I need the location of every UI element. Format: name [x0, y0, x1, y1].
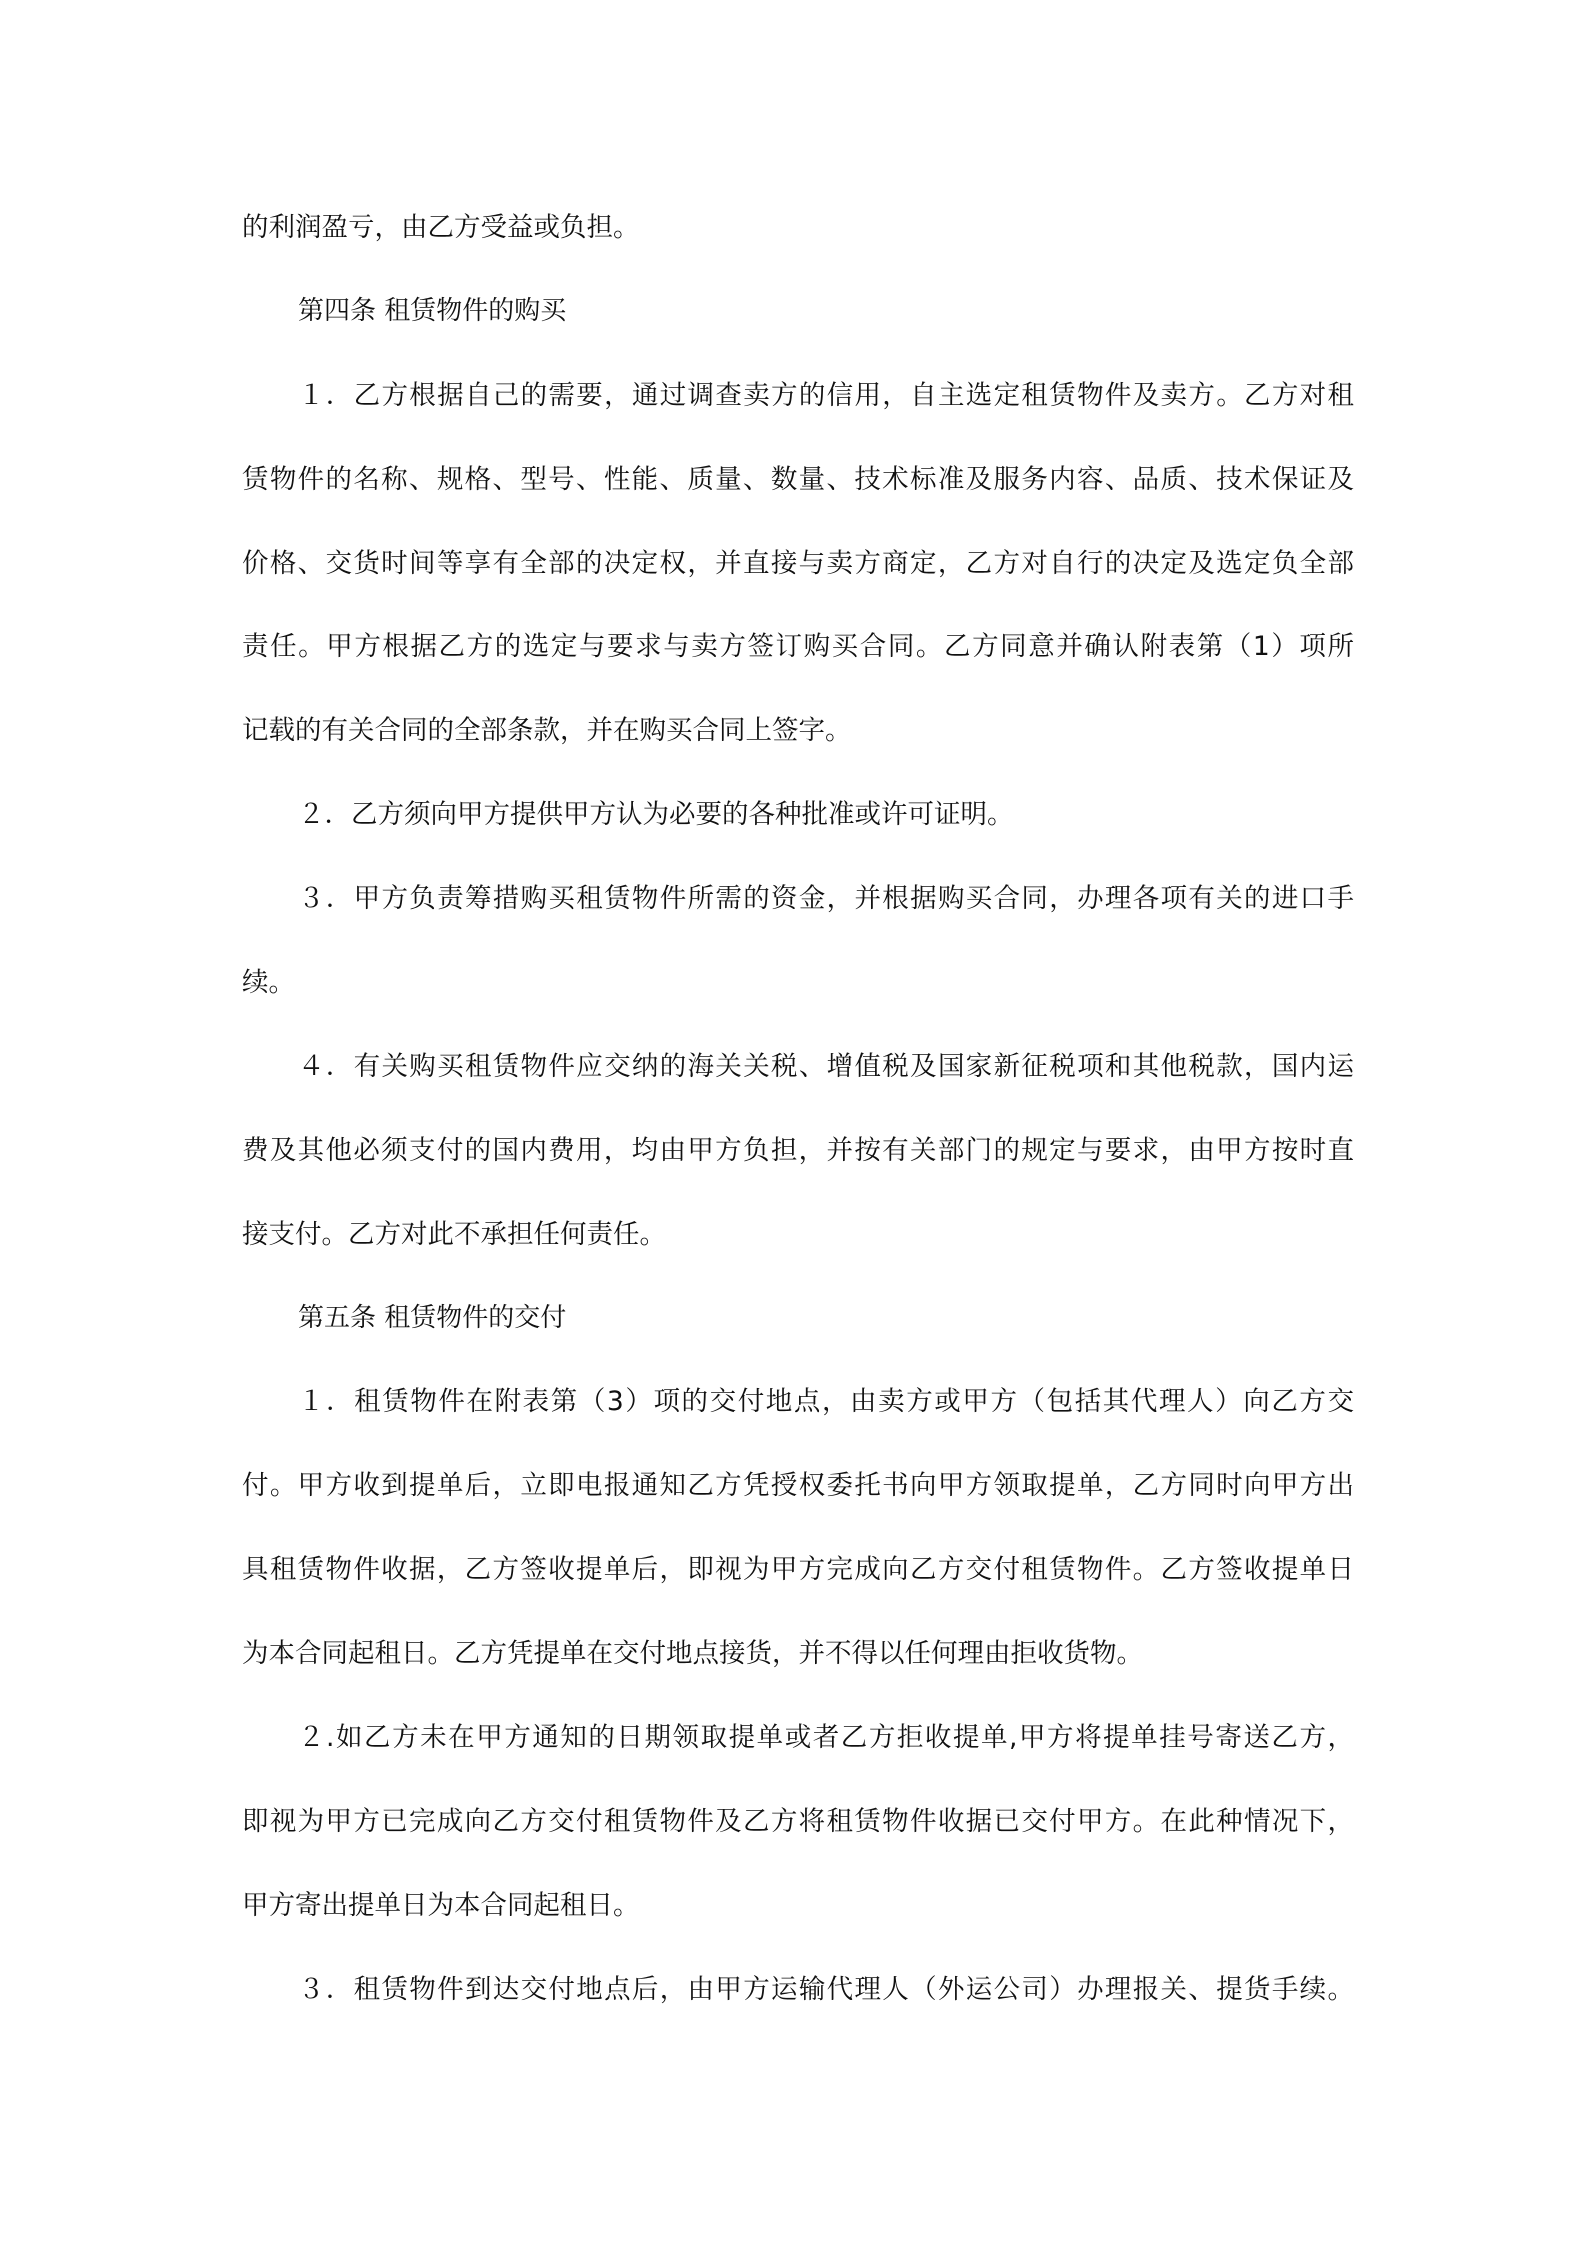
paragraph-line: 即视为甲方已完成向乙方交付租赁物件及乙方将租赁物件收据已交付甲方。在此种情况下， [242, 1805, 1354, 1837]
article-heading: 第五条 租赁物件的交付 [298, 1302, 567, 1333]
document-page [242, 186, 1354, 2032]
paragraph-line: １．租赁物件在附表第（3）项的交付地点，由卖方或甲方（包括其代理人）向乙方交 [298, 1386, 1354, 1418]
paragraph-line: 价格、交货时间等享有全部的决定权，并直接与卖方商定，乙方对自行的决定及选定负全部 [242, 547, 1354, 579]
paragraph-line: 付。甲方收到提单后，立即电报通知乙方凭授权委托书向甲方领取提单，乙方同时向甲方出 [242, 1470, 1354, 1502]
paragraph-line: 责任。甲方根据乙方的选定与要求与卖方签订购买合同。乙方同意并确认附表第（1）项所 [242, 631, 1354, 663]
paragraph-line: 为本合同起租日。乙方凭提单在交付地点接货，并不得以任何理由拒收货物。 [242, 1638, 1143, 1670]
paragraph-line: ２．乙方须向甲方提供甲方认为必要的各种批准或许可证明。 [298, 799, 1014, 831]
paragraph-line: 续。 [242, 967, 295, 999]
paragraph-line: 赁物件的名称、规格、型号、性能、质量、数量、技术标准及服务内容、品质、技术保证及 [242, 463, 1354, 495]
article-heading: 第四条 租赁物件的购买 [298, 295, 567, 326]
paragraph-line: ３．租赁物件到达交付地点后，由甲方运输代理人（外运公司）办理报关、提货手续。 [298, 1973, 1354, 2005]
paragraph-line: ４．有关购买租赁物件应交纳的海关关税、增值税及国家新征税项和其他税款，国内运 [298, 1050, 1354, 1082]
paragraph-line: ３．甲方负责筹措购买租赁物件所需的资金，并根据购买合同，办理各项有关的进口手 [298, 883, 1354, 915]
paragraph-line: 费及其他必须支付的国内费用，均由甲方负担，并按有关部门的规定与要求，由甲方按时直 [242, 1134, 1354, 1166]
paragraph-line: 的利润盈亏，由乙方受益或负担。 [242, 212, 640, 243]
paragraph-line: １．乙方根据自己的需要，通过调查卖方的信用，自主选定租赁物件及卖方。乙方对租 [298, 379, 1354, 411]
paragraph-line: 具租赁物件收据，乙方签收提单后，即视为甲方完成向乙方交付租赁物件。乙方签收提单日 [242, 1554, 1354, 1586]
paragraph-line: ２.如乙方未在甲方通知的日期领取提单或者乙方拒收提单,甲方将提单挂号寄送乙方， [298, 1722, 1354, 1754]
paragraph-line: 接支付。乙方对此不承担任何责任。 [242, 1218, 666, 1250]
paragraph-line: 甲方寄出提单日为本合同起租日。 [242, 1889, 640, 1921]
paragraph-line: 记载的有关合同的全部条款，并在购买合同上签字。 [242, 715, 852, 747]
